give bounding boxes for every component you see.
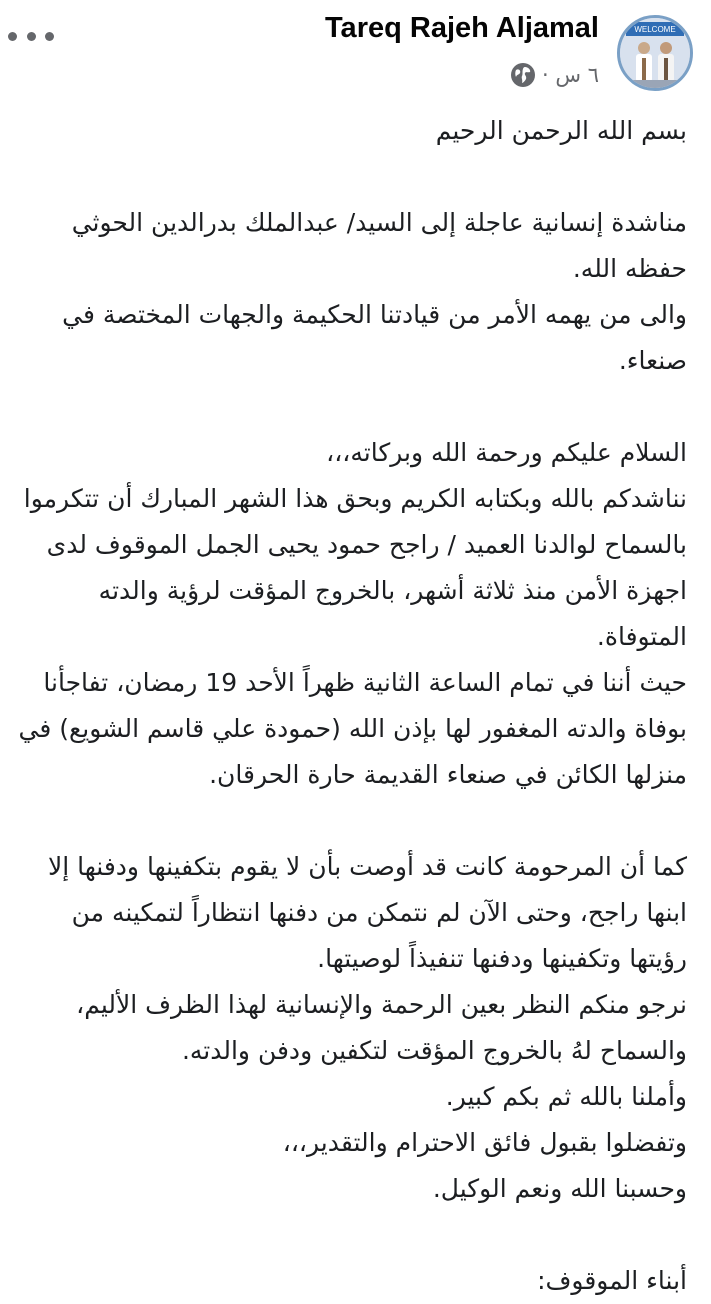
- post-line: وحسبنا الله ونعم الوكيل.: [432, 1174, 687, 1203]
- post-line: والسماح لهُ بالخروج المؤقت لتكفين ودفن والدته.: [181, 1036, 687, 1065]
- globe-icon: [510, 62, 536, 88]
- post-line: والى من يهمه الأمر من قيادتنا الحكيمة والجهات المختصة في: [62, 300, 687, 329]
- post-line: ابنها راجح، وحتى الآن لم نتمكن من دفنها انتظاراً لتمكينه من: [71, 898, 687, 927]
- avatar[interactable]: [617, 15, 693, 91]
- post-line: المتوفاة.: [596, 622, 687, 651]
- post-line: صنعاء.: [618, 346, 687, 375]
- post-line: رؤيتها وتكفينها ودفنها تنفيذاً لوصيتها.: [317, 944, 687, 973]
- post-blank-line: [15, 1212, 687, 1258]
- post-time[interactable]: ٦ س ·: [542, 63, 599, 87]
- more-dots-icon: [45, 32, 54, 41]
- post-line: مناشدة إنسانية عاجلة إلى السيد/ عبدالملك بدرالدين الحوثي: [71, 208, 687, 237]
- post-line: اجهزة الأمن منذ ثلاثة أشهر، بالخروج المؤقت لرؤية والدته: [98, 576, 687, 605]
- post-blank-line: [15, 798, 687, 844]
- post-blank-line: [15, 154, 687, 200]
- post-meta: [510, 60, 599, 90]
- more-dots-icon: [8, 32, 17, 41]
- post-line: كما أن المرحومة كانت قد أوصت بأن لا يقوم بتكفينها ودفنها إلا: [48, 852, 687, 881]
- avatar-photo: [620, 18, 690, 88]
- post-line: وأملنا بالله ثم بكم كبير.: [445, 1082, 687, 1111]
- post-header: [0, 0, 711, 100]
- more-dots-icon: [27, 32, 36, 41]
- post-line: حيث أننا في تمام الساعة الثانية ظهراً الأحد 19 رمضان، تفاجأنا: [43, 668, 687, 697]
- post-text: [15, 108, 687, 1304]
- post-line: السلام عليكم ورحمة الله وبركاته،،،: [326, 438, 687, 467]
- post-line: بالسماح لوالدنا العميد / راجح حمود يحيى الجمل الموقوف لدى: [46, 530, 687, 559]
- author-name[interactable]: Tareq Rajeh Aljamal: [325, 12, 599, 44]
- post-line: نناشدكم بالله وبكتابه الكريم وبحق هذا الشهر المبارك أن تتكرموا: [23, 484, 687, 513]
- post-line: نرجو منكم النظر بعين الرحمة والإنسانية لهذا الظرف الأليم،: [76, 990, 687, 1019]
- post-line: وتفضلوا بقبول فائق الاحترام والتقدير،،،: [282, 1128, 687, 1157]
- post-line: أبناء الموقوف:: [537, 1266, 687, 1295]
- post-blank-line: [15, 384, 687, 430]
- post-line: بوفاة والدته المغفور لها بإذن الله (حمودة علي قاسم الشويع) في: [18, 714, 687, 743]
- more-options-button[interactable]: [8, 22, 54, 50]
- post-line: حفظه الله.: [572, 254, 687, 283]
- post-line: بسم الله الرحمن الرحيم: [435, 116, 687, 145]
- post-line: منزلها الكائن في صنعاء القديمة حارة الحرقان.: [209, 760, 687, 789]
- avatar-caption: WELCOME: [634, 25, 676, 34]
